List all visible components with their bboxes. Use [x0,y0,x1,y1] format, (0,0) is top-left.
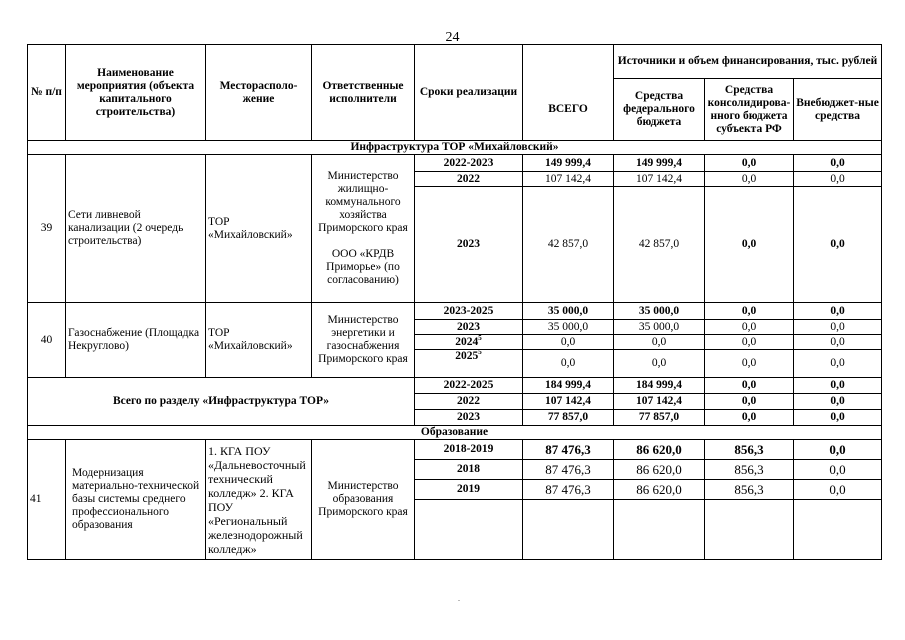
consolidated-cell: 0,0 [705,172,794,187]
header-total: ВСЕГО [523,79,614,141]
header-extra: Внебюджет-ные средства [794,79,882,141]
federal-cell: 77 857,0 [614,410,705,426]
extra-cell: 0,0 [794,460,882,480]
consolidated-cell: 0,0 [705,155,794,172]
header-blank [523,45,614,79]
federal-cell: 149 999,4 [614,155,705,172]
term-cell: 2019 [415,480,523,500]
consolidated-cell: 0,0 [705,335,794,350]
section-title: Инфраструктура ТОР «Михайловский» [28,141,882,155]
federal-cell: 35 000,0 [614,320,705,335]
consolidated-cell: 0,0 [705,410,794,426]
consolidated-cell: 856,3 [705,440,794,460]
header-federal: Средства федерального бюджета [614,79,705,141]
page-number: 24 [445,30,460,45]
responsible-ministry: Министерство жилищно-коммунального хозяйства Приморского края [318,170,408,234]
responsible-company: ООО «КРДВ Приморье» (по согласованию) [326,248,400,286]
term-cell: 2022-2023 [415,155,523,172]
term-cell: 2023 [415,410,523,426]
extra-cell: 0,0 [794,350,882,378]
row-location: ТОР «Михайловский» [206,155,312,303]
empty-cell [794,500,882,560]
total-cell: 87 476,3 [523,440,614,460]
term-cell [415,350,523,378]
total-cell: 184 999,4 [523,378,614,394]
header-responsible: Ответственные исполнители [312,45,415,141]
header-row-1 [28,45,882,79]
term-cell: 2022 [415,394,523,410]
consolidated-cell: 0,0 [705,187,794,303]
federal-cell: 42 857,0 [614,187,705,303]
term-cell: 2023 [415,187,523,303]
row-num: 40 [28,303,66,378]
empty-cell [705,500,794,560]
total-cell: 107 142,4 [523,172,614,187]
total-cell: 0,0 [523,350,614,378]
consolidated-cell: 0,0 [705,378,794,394]
extra-cell: 0,0 [794,172,882,187]
row-responsible: Министерство образования Приморского края [312,440,415,560]
total-cell: 0,0 [523,335,614,350]
row-location: 1. КГА ПОУ «Дальневосточный технический колледж» 2. КГА ПОУ «Региональный железнодорожный колледж» [206,440,312,560]
consolidated-cell: 856,3 [705,480,794,500]
row-name: Сети ливневой канализации (2 очередь строительства) [66,155,206,303]
term-cell: 2023 [415,320,523,335]
extra-cell: 0,0 [794,187,882,303]
section-header [28,426,882,440]
empty-cell [523,500,614,560]
total-cell: 87 476,3 [523,480,614,500]
header-consolidated: Средства консолидирова-нного бюджета субъекта РФ [705,79,794,141]
table-row [28,155,882,172]
row-name: Газоснабжение (Площадка Некруглово) [66,303,206,378]
total-cell: 35 000,0 [523,320,614,335]
extra-cell: 0,0 [794,335,882,350]
extra-cell: 0,0 [794,155,882,172]
consolidated-cell: 856,3 [705,460,794,480]
consolidated-cell: 0,0 [705,303,794,320]
federal-cell: 86 620,0 [614,440,705,460]
term-cell: 2022 [415,172,523,187]
total-cell: 42 857,0 [523,187,614,303]
consolidated-cell: 0,0 [705,320,794,335]
total-cell: 77 857,0 [523,410,614,426]
federal-cell: 35 000,0 [614,303,705,320]
row-num: 41 [28,440,66,560]
total-row [28,378,882,394]
federal-cell: 86 620,0 [614,460,705,480]
term-text: 2025 [455,350,479,362]
extra-cell: 0,0 [794,440,882,460]
federal-cell: 107 142,4 [614,172,705,187]
header-num: № п/п [28,45,66,141]
total-cell: 87 476,3 [523,460,614,480]
federal-cell: 107 142,4 [614,394,705,410]
total-label: Всего по разделу «Инфраструктура ТОР» [28,378,415,426]
header-name: Наименование мероприятия (объекта капитального строительства) [66,45,206,141]
total-cell: 107 142,4 [523,394,614,410]
row-responsible [312,155,415,303]
term-cell: 2018-2019 [415,440,523,460]
extra-cell: 0,0 [794,410,882,426]
federal-cell: 0,0 [614,335,705,350]
funding-table [27,44,882,560]
empty-cell [415,500,523,560]
section-title: Образование [28,426,882,440]
term-cell [415,335,523,350]
empty-cell [614,500,705,560]
header-terms: Сроки реализации [415,45,523,141]
extra-cell: 0,0 [794,320,882,335]
table-row [28,303,882,320]
term-text: 2024 [455,335,479,348]
consolidated-cell: 0,0 [705,394,794,410]
footnote-mark: 5 [478,334,482,342]
row-num: 39 [28,155,66,303]
extra-cell: 0,0 [794,303,882,320]
extra-cell: 0,0 [794,394,882,410]
row-location: ТОР «Михайловский» [206,303,312,378]
header-funding: Источники и объем финансирования, тыс. рублей [614,45,882,79]
total-cell: 35 000,0 [523,303,614,320]
scan-speck [458,600,460,601]
extra-cell: 0,0 [794,480,882,500]
term-cell: 2018 [415,460,523,480]
term-cell: 2022-2025 [415,378,523,394]
federal-cell: 0,0 [614,350,705,378]
header-location: Месторасполо-жение [206,45,312,141]
table-row [28,440,882,460]
total-cell: 149 999,4 [523,155,614,172]
term-cell: 2023-2025 [415,303,523,320]
federal-cell: 86 620,0 [614,480,705,500]
footnote-mark: 5 [478,349,482,357]
extra-cell: 0,0 [794,378,882,394]
consolidated-cell: 0,0 [705,350,794,378]
section-header [28,141,882,155]
row-responsible: Министерство энергетики и газоснабжения Приморского края [312,303,415,378]
row-name: Модернизация материально-технической базы системы среднего профессионального образования [66,440,206,560]
federal-cell: 184 999,4 [614,378,705,394]
